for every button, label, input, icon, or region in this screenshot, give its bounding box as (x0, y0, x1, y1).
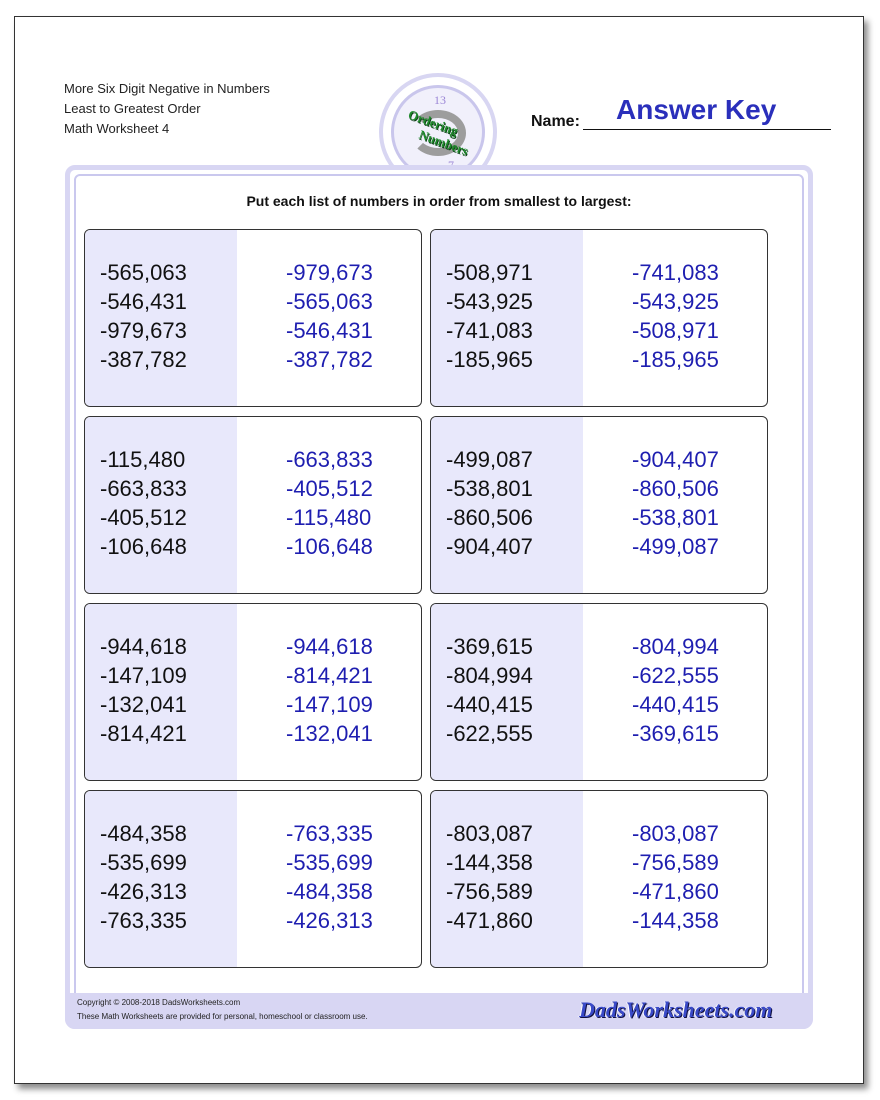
logo-word-numbers: Numbers (417, 126, 471, 159)
answer-number: -426,313 (286, 908, 373, 933)
worksheet-title: More Six Digit Negative in Numbers (64, 81, 270, 96)
answer-number: -508,971 (632, 318, 719, 343)
question-number: -763,335 (100, 908, 187, 933)
worksheet-subtitle: Least to Greatest Order (64, 101, 201, 116)
problem-box (430, 790, 768, 968)
problem-box (84, 416, 422, 594)
answer-number: -814,421 (286, 663, 373, 688)
answer-list (286, 445, 373, 561)
question-number: -814,421 (100, 721, 187, 746)
answer-number: -622,555 (632, 663, 719, 688)
answer-list (632, 819, 719, 935)
question-number: -369,615 (446, 634, 533, 659)
answer-number: -106,648 (286, 534, 373, 559)
question-number: -405,512 (100, 505, 187, 530)
question-list (100, 445, 187, 561)
copyright-text: Copyright © 2008-2018 DadsWorksheets.com (77, 998, 241, 1007)
question-number: -484,358 (100, 821, 187, 846)
question-number: -499,087 (446, 447, 533, 472)
logo-word-ordering: Ordering (406, 106, 461, 139)
question-number: -144,358 (446, 850, 533, 875)
question-list (446, 445, 533, 561)
question-number: -860,506 (446, 505, 533, 530)
question-number: -663,833 (100, 476, 187, 501)
worksheet-title-block (64, 79, 270, 139)
question-list (100, 258, 187, 374)
name-line (583, 129, 831, 130)
answer-number: -979,673 (286, 260, 373, 285)
answer-number: -904,407 (632, 447, 719, 472)
answer-number: -546,431 (286, 318, 373, 343)
question-number: -622,555 (446, 721, 533, 746)
question-number: -538,801 (446, 476, 533, 501)
instruction-text: Put each list of numbers in order from smallest to largest: (246, 193, 632, 209)
dadsworksheets-logo: DadsWorksheets.com (579, 997, 773, 1022)
problem-box (84, 229, 422, 407)
answer-list (632, 632, 719, 748)
answer-number: -440,415 (632, 692, 719, 717)
problem-box (430, 603, 768, 781)
answer-number: -860,506 (632, 476, 719, 501)
question-number: -132,041 (100, 692, 187, 717)
question-number: -741,083 (446, 318, 533, 343)
question-number: -904,407 (446, 534, 533, 559)
answer-number: -115,480 (286, 505, 372, 530)
answer-number: -369,615 (632, 721, 719, 746)
name-label: Name: (531, 113, 580, 130)
question-number: -535,699 (100, 850, 187, 875)
answer-list (286, 632, 373, 748)
answer-list (632, 258, 719, 374)
answer-number: -803,087 (632, 821, 719, 846)
answer-list (632, 445, 719, 561)
question-list (446, 632, 533, 748)
usage-text: These Math Worksheets are provided for personal, homeschool or classroom use. (77, 1012, 368, 1021)
answer-number: -484,358 (286, 879, 373, 904)
question-list (100, 819, 187, 935)
question-number: -426,313 (100, 879, 187, 904)
answer-number: -185,965 (632, 347, 719, 372)
answer-number: -144,358 (632, 908, 719, 933)
footer-bar (65, 993, 813, 1029)
problem-box (430, 416, 768, 594)
answer-number: -565,063 (286, 289, 373, 314)
question-number: -803,087 (446, 821, 533, 846)
problem-box (84, 790, 422, 968)
answer-number: -543,925 (632, 289, 719, 314)
question-number: -185,965 (446, 347, 533, 372)
answer-list (286, 258, 373, 374)
answer-number: -763,335 (286, 821, 373, 846)
question-number: -543,925 (446, 289, 533, 314)
answer-number: -499,087 (632, 534, 719, 559)
logo-top-number: 13 (434, 93, 446, 107)
question-number: -565,063 (100, 260, 187, 285)
question-number: -106,648 (100, 534, 187, 559)
answer-number: -405,512 (286, 476, 373, 501)
question-number: -440,415 (446, 692, 533, 717)
question-number: -387,782 (100, 347, 187, 372)
question-list (446, 258, 533, 374)
answer-number: -944,618 (286, 634, 373, 659)
problem-box (84, 603, 422, 781)
question-number: -508,971 (446, 260, 533, 285)
answer-number: -756,589 (632, 850, 719, 875)
question-number: -546,431 (100, 289, 187, 314)
question-number: -804,994 (446, 663, 533, 688)
worksheet-number: Math Worksheet 4 (64, 121, 170, 136)
problem-box (430, 229, 768, 407)
question-number: -115,480 (100, 447, 186, 472)
answer-number: -804,994 (632, 634, 719, 659)
question-number: -944,618 (100, 634, 187, 659)
worksheet-page (14, 16, 864, 1084)
question-number: -979,673 (100, 318, 187, 343)
question-list (446, 819, 533, 935)
answer-number: -538,801 (632, 505, 719, 530)
question-number: -147,109 (100, 663, 187, 688)
answer-list (286, 819, 373, 935)
answer-number: -147,109 (286, 692, 373, 717)
answer-number: -741,083 (632, 260, 719, 285)
answer-key-label: Answer Key (616, 94, 777, 125)
answer-number: -471,860 (632, 879, 719, 904)
question-number: -471,860 (446, 908, 533, 933)
question-list (100, 632, 187, 748)
answer-number: -132,041 (286, 721, 373, 746)
answer-number: -387,782 (286, 347, 373, 372)
answer-number: -663,833 (286, 447, 373, 472)
question-number: -756,589 (446, 879, 533, 904)
answer-number: -535,699 (286, 850, 373, 875)
